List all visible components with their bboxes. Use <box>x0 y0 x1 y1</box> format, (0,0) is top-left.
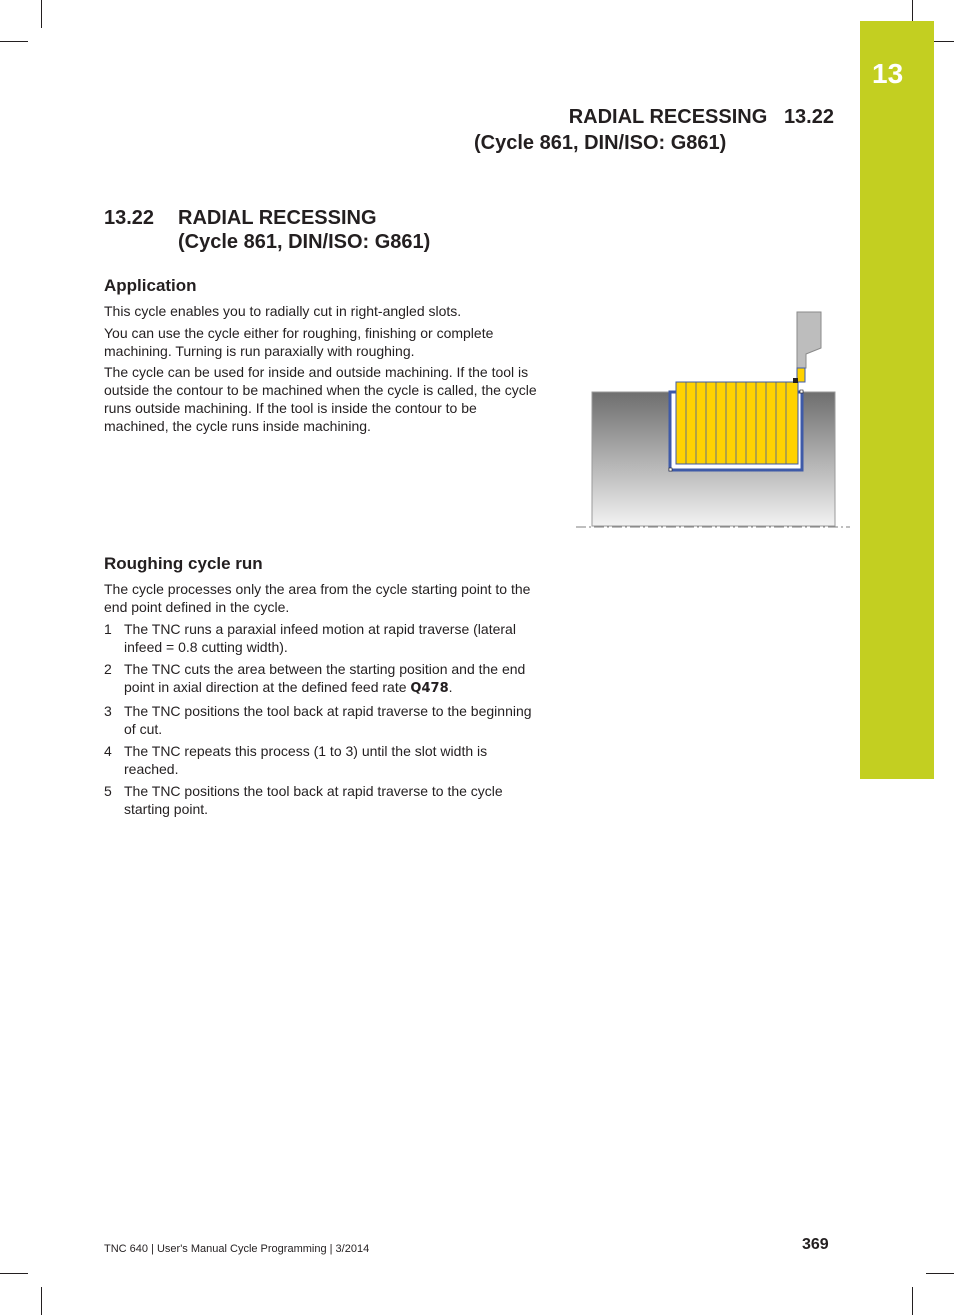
running-head-subtitle: (Cycle 861, DIN/ISO: G861) <box>474 132 727 154</box>
application-heading: Application <box>104 276 197 295</box>
crop-mark <box>41 1287 42 1315</box>
parameter-ref: Q478 <box>410 681 449 696</box>
running-head <box>414 104 834 156</box>
list-item: 2 The TNC cuts the area between the starting position and the end point in axial direction at the defined feed rate Q478. <box>104 661 526 696</box>
list-item: 3 The TNC positions the tool back at rapid traverse to the beginning of cut. <box>104 703 532 737</box>
list-item: 5 The TNC positions the tool back at rapid traverse to the cycle starting point. <box>104 783 503 817</box>
tool-holder <box>797 312 821 368</box>
section-heading <box>104 206 430 254</box>
recessing-illustration <box>572 308 852 534</box>
footer-text: TNC 640 | User's Manual Cycle Programming | 3/2014 <box>104 1243 370 1255</box>
page-number: 369 <box>802 1236 829 1253</box>
roughing-steps <box>104 620 544 822</box>
crop-mark <box>912 1287 913 1315</box>
section-title: RADIAL RECESSING <box>178 207 377 229</box>
chapter-number: 13 <box>872 58 904 89</box>
list-item: 4 The TNC repeats this process (1 to 3) until the slot width is reached. <box>104 743 488 777</box>
roughing-area <box>676 382 798 464</box>
chapter-tab <box>860 21 934 779</box>
crop-mark <box>926 1273 954 1274</box>
start-point-marker <box>793 378 798 383</box>
application-paragraph: The cycle can be used for inside and outside machining. If the tool is outside the contour to be machined when the cycle is called, the cycle runs outside machining. If the tool is inside the contour to be machined, the cycle runs inside machining. <box>104 364 537 434</box>
application-paragraph: You can use the cycle either for roughing, finishing or complete machining. Turning is run paraxially with roughing. <box>104 325 494 359</box>
crop-mark <box>41 0 42 28</box>
list-item: 1 The TNC runs a paraxial infeed motion at rapid traverse (lateral infeed = 0.8 cutting width). <box>104 621 516 655</box>
crop-mark <box>0 41 28 42</box>
end-point-marker <box>669 468 672 471</box>
crop-mark <box>0 1273 28 1274</box>
corner-marker <box>800 390 803 393</box>
application-paragraph: This cycle enables you to radially cut in right-angled slots. <box>104 303 462 319</box>
roughing-intro: The cycle processes only the area from the cycle starting point to the end point defined in the cycle. <box>104 581 531 615</box>
running-head-title: RADIAL RECESSING <box>568 106 768 128</box>
tool-insert <box>797 368 805 382</box>
section-number: 13.22 <box>104 207 155 229</box>
running-head-section: 13.22 <box>783 106 834 128</box>
roughing-heading: Roughing cycle run <box>104 554 263 573</box>
section-subtitle: (Cycle 861, DIN/ISO: G861) <box>178 231 431 253</box>
